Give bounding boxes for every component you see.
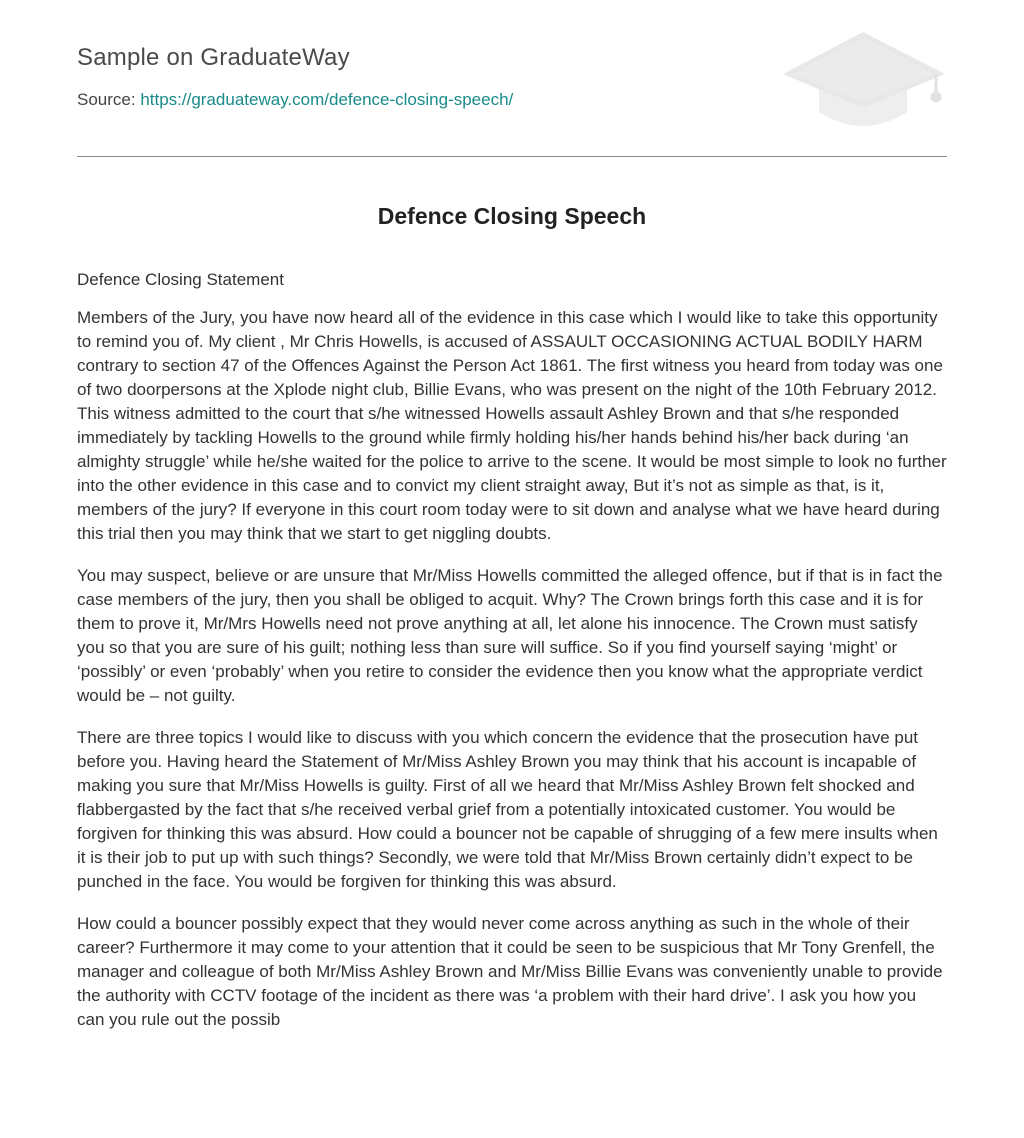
header (77, 0, 947, 157)
site-title: Sample on GraduateWay (77, 44, 350, 71)
source-link[interactable]: https://graduateway.com/defence-closing-speech/ (140, 90, 514, 109)
paragraph-1: Members of the Jury, you have now heard all of the evidence in this case which I would like to take this opportunity to remind you of. My client , Mr Chris Howells, is accused of ASSAULT OCCASIONING ACTUAL BODILY HARM contrary to section 47 of the Offences Against the Person Act 1861. The first witness you heard from today was one of two doorpersons at the Xplode night club, Billie Evans, who was present on the night of the 10th February 2012. This witness admitted to the court that s/he witnessed Howells assault Ashley Brown and that s/he responded immediately by tackling Howells to the ground while firmly holding his/her hands behind his/her back during ‘an almighty struggle’ while he/she waited for the police to arrive to the scene. It would be most simple to look no further into the other evidence in this case and to convict my client straight away, But it’s not as simple as that, is it, members of the jury? If everyone in this court room today were to sit down and analyse what we have heard during this trial then you may think that we start to get niggling doubts. (77, 308, 947, 543)
paragraph-3: There are three topics I would like to discuss with you which concern the evidence that the prosecution have put before you. Having heard the Statement of Mr/Miss Ashley Brown you may think that his account is incapable of making you sure that Mr/Miss Howells is guilty. First of all we heard that Mr/Miss Ashley Brown felt shocked and flabbergasted by the fact that s/he received verbal grief from a potentially intoxicated customer. You would be forgiven for thinking this was absurd. How could a bouncer not be capable of shrugging of a few mere insults when it is their job to put up with such things? Secondly, we were told that Mr/Miss Brown certainly didn’t expect to be punched in the face. You would be forgiven for thinking this was absurd. (77, 728, 938, 891)
document-subtitle: Defence Closing Statement (77, 270, 284, 289)
page (77, 0, 947, 1029)
paragraph-2: You may suspect, believe or are unsure that Mr/Miss Howells committed the alleged offence, but if that is in fact the case members of the jury, then you shall be obliged to acquit. Why? The Crown brings forth this case and it is for them to prove it, Mr/Mrs Howells need not prove anything at all, let alone his innocence. The Crown must satisfy you so that you are sure of his guilt; nothing less than sure will suffice. So if you find yourself saying ‘might’ or ‘possibly’ or even ‘probably’ when you retire to consider the evidence then you know what the appropriate verdict would be – not guilty. (77, 566, 943, 705)
source-label: Source: (77, 90, 136, 109)
document-title: Defence Closing Speech (377, 203, 647, 229)
source-line (77, 90, 513, 110)
graduation-cap-icon (781, 30, 947, 134)
document-body (77, 268, 947, 1050)
paragraph-4: How could a bouncer possibly expect that they would never come across anything as such in the whole of their career? Furthermore it may come to your attention that it could be seen to be suspicious that Mr Tony Grenfell, the manager and colleague of both Mr/Miss Ashley Brown and Mr/Miss Billie Evans was conveniently unable to provide the authority with CCTV footage of the incident as there was ‘a problem with their hard drive’. I ask you how you can you rule out the possib (77, 914, 943, 1029)
